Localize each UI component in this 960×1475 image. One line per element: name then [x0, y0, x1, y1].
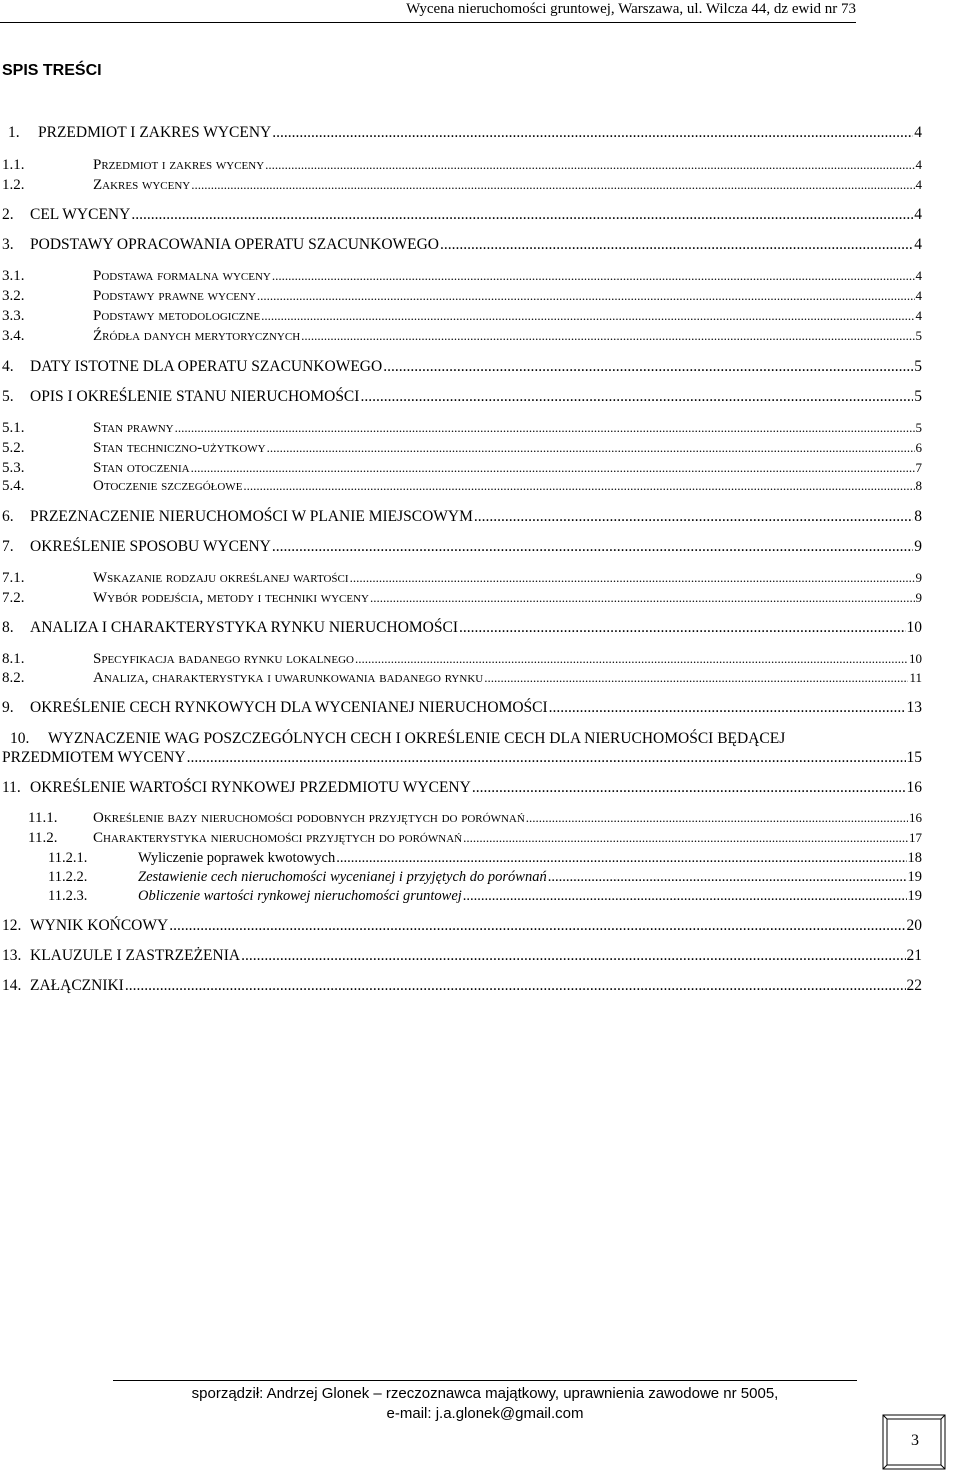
toc-entry-number: 5.3.: [2, 460, 25, 476]
toc-entry-number: 1.1.: [2, 157, 25, 173]
toc-leader: [191, 177, 914, 193]
header-title: Wycena nieruchomości gruntowej, Warszawa, ul. Wilcza 44, dz ewid nr 73: [406, 1, 856, 17]
toc-entry-page: 5: [914, 388, 922, 405]
toc-entry-page: 10: [906, 619, 922, 636]
toc-entry-number: 4.: [2, 358, 14, 375]
toc-entry-text: Zestawienie cech nieruchomości wycenianej i przyjętych do porównań: [138, 869, 547, 885]
toc-entry-page: 8: [915, 478, 922, 493]
toc-entry-number: 8.: [2, 619, 14, 636]
toc-entry-text: Specyfikacja badanego rynku lokalnego: [93, 651, 354, 667]
toc-leader: [336, 850, 906, 867]
toc-entry-number: 3.4.: [2, 328, 25, 344]
toc-entry[interactable]: [0, 590, 922, 607]
toc-entry-page: 22: [906, 977, 922, 994]
toc-entry-text: Wyliczenie poprawek kwotowych: [138, 850, 336, 866]
toc-leader: [370, 590, 914, 606]
toc-entry-number: 11.: [2, 779, 21, 796]
toc-entry-text: Źródła danych merytorycznych: [93, 328, 301, 344]
toc-entry-text: KLAUZULE I ZASTRZEŻENIA: [30, 947, 241, 964]
toc-entry[interactable]: [0, 206, 922, 224]
toc-entry-number: 3.2.: [2, 288, 25, 304]
page-header: [0, 0, 856, 23]
toc-leader: [526, 810, 908, 826]
toc-entry-text: Podstawy metodologiczne: [93, 308, 261, 324]
toc-entry-text: ANALIZA I CHARAKTERYSTYKA RYNKU NIERUCHOMOŚCI: [30, 619, 458, 636]
toc-leader: [360, 388, 913, 406]
toc-entry-number: 5.4.: [2, 478, 25, 494]
toc-leader: [169, 917, 905, 935]
toc-entry-number: 7.2.: [2, 590, 25, 606]
toc-entry-number: 1.: [8, 124, 20, 141]
toc-entry-text: WYNIK KOŃCOWY: [30, 917, 169, 934]
toc-leader: [548, 869, 907, 886]
page-number: 3: [911, 1432, 919, 1449]
toc-entry[interactable]: [0, 328, 922, 345]
toc-entry[interactable]: [0, 947, 922, 965]
toc-entry-text: Zakres wyceny: [93, 177, 191, 193]
toc-entry-number: 3.1.: [2, 268, 25, 284]
toc-entry[interactable]: [0, 810, 922, 827]
toc-entry-page: 4: [915, 157, 922, 172]
toc-entry-page: 4: [914, 124, 922, 141]
toc-entry[interactable]: [0, 850, 922, 867]
toc-title: SPIS TREŚCI: [2, 62, 102, 79]
toc-entry-page: 5: [915, 420, 922, 435]
toc-entry-page: 4: [914, 236, 922, 253]
toc-entry-text: DATY ISTOTNE DLA OPERATU SZACUNKOWEGO: [30, 358, 383, 375]
toc-entry-page: 16: [906, 779, 922, 796]
toc-entry-number: 9.: [2, 699, 14, 716]
toc-entry[interactable]: [0, 388, 922, 406]
toc-entry-page: 4: [914, 206, 922, 223]
toc-entry-text: Charakterystyka nieruchomości przyjętych do porównań: [93, 830, 463, 846]
toc-entry-number: 2.: [2, 206, 14, 223]
toc-entry-text-continued: PRZEDMIOTEM WYCENY: [2, 749, 186, 766]
toc-entry-text: OKREŚLENIE WARTOŚCI RYNKOWEJ PRZEDMIOTU WYCENY: [30, 779, 471, 796]
toc-entry[interactable]: [0, 779, 922, 797]
toc-entry-number: 1.2.: [2, 177, 25, 193]
toc-entry-page: 4: [915, 268, 922, 283]
toc-entry[interactable]: [0, 478, 922, 495]
toc-entry-number: 7.1.: [2, 570, 25, 586]
toc-entry-line2[interactable]: [0, 749, 922, 767]
toc-entry-page: 19: [907, 888, 922, 904]
toc-entry-page: 15: [906, 749, 922, 766]
page-footer: [113, 1384, 857, 1424]
toc-leader: [272, 124, 913, 142]
toc-entry[interactable]: [0, 236, 922, 254]
toc-entry-line1[interactable]: [0, 730, 922, 748]
toc-entry-page: 4: [915, 288, 922, 303]
toc-entry-number: 6.: [2, 508, 14, 525]
toc-entry-number: 14.: [2, 977, 22, 994]
toc-entry-number: 11.2.: [28, 830, 58, 846]
toc-entry-page: 13: [906, 699, 922, 716]
toc-leader: [267, 440, 915, 456]
toc-entry-page: 20: [906, 917, 922, 934]
toc-entry-text: OPIS I OKREŚLENIE STANU NIERUCHOMOŚCI: [30, 388, 360, 405]
toc-entry-text: Określenie bazy nieruchomości podobnych przyjętych do porównań: [93, 810, 525, 826]
toc-entry-text: ZAŁĄCZNIKI: [30, 977, 124, 994]
toc-leader: [463, 830, 908, 846]
toc-leader: [272, 538, 913, 556]
toc-leader: [440, 236, 913, 254]
toc-leader: [191, 460, 915, 476]
toc-leader: [261, 308, 914, 324]
toc-entry[interactable]: [0, 651, 922, 668]
toc-entry-number: 8.1.: [2, 651, 25, 667]
toc-entry-number: 13.: [2, 947, 22, 964]
toc-entry-text: Stan techniczno-użytkowy: [93, 440, 266, 456]
toc-entry-text: PODSTAWY OPRACOWANIA OPERATU SZACUNKOWEGO: [30, 236, 439, 253]
toc-entry-text: Wybór podejścia, metody i techniki wyceny: [93, 590, 370, 606]
toc-leader: [484, 670, 908, 686]
toc-entry-text: Stan prawny: [93, 420, 174, 436]
toc-entry-text: Stan otoczenia: [93, 460, 190, 476]
toc-entry-number: 7.: [2, 538, 14, 555]
toc-leader: [175, 420, 915, 436]
toc-entry-number: 5.1.: [2, 420, 25, 436]
toc-entry-page: 6: [915, 440, 922, 455]
toc-leader: [474, 508, 913, 526]
toc-entry-number: 12.: [2, 917, 22, 934]
toc-entry-page: 9: [915, 570, 922, 585]
toc-entry[interactable]: [0, 358, 922, 376]
toc-entry-number: 3.3.: [2, 308, 25, 324]
toc-entry[interactable]: [0, 420, 922, 437]
toc-entry[interactable]: [0, 538, 922, 556]
toc-leader: [131, 206, 913, 224]
toc-entry-page: 8: [914, 508, 922, 525]
toc-entry-text: PRZEDMIOT I ZAKRES WYCENY: [38, 124, 272, 141]
toc-entry-text: Otoczenie szczegółowe: [93, 478, 243, 494]
footer-author: sporządził: Andrzej Glonek – rzeczoznawca majątkowy, uprawnienia zawodowe nr 5005,: [191, 1385, 779, 1402]
toc-entry-number: 3.: [2, 236, 14, 253]
toc-entry-page: 5: [915, 328, 922, 343]
toc-entry-text: WYZNACZENIE WAG POSZCZEGÓLNYCH CECH I OKREŚLENIE CECH DLA NIERUCHOMOŚCI BĘDĄCEJ: [48, 730, 786, 747]
toc-entry-page: 19: [907, 869, 922, 885]
toc-entry[interactable]: [0, 699, 922, 717]
toc-entry-page: 16: [909, 810, 922, 825]
toc-entry[interactable]: [0, 670, 922, 687]
toc-entry[interactable]: [0, 830, 922, 847]
toc-entry-page: 9: [915, 590, 922, 605]
toc-entry[interactable]: [0, 570, 922, 587]
toc-entry[interactable]: [0, 508, 922, 526]
toc-entry[interactable]: [0, 157, 922, 174]
toc-entry-page: 10: [909, 651, 922, 666]
footer-divider: [113, 1380, 857, 1381]
toc-entry-text: Analiza, charakterystyka i uwarunkowania badanego rynku: [93, 670, 484, 686]
page-number-box: [882, 1414, 948, 1470]
toc-entry-text: CEL WYCENY: [30, 206, 131, 223]
toc-entry-number: 11.2.2.: [48, 869, 88, 885]
toc-leader: [355, 651, 908, 667]
toc-entry-text: PRZEZNACZENIE NIERUCHOMOŚCI W PLANIE MIEJSCOWYM: [30, 508, 473, 525]
toc-leader: [472, 779, 906, 797]
toc-entry[interactable]: [0, 124, 922, 142]
toc-leader: [301, 328, 914, 344]
toc-entry[interactable]: [0, 288, 922, 305]
toc-entry-page: 17: [909, 830, 922, 845]
footer-email: e-mail: j.a.glonek@gmail.com: [386, 1405, 584, 1422]
toc-entry-text: Obliczenie wartości rynkowej nieruchomości gruntowej: [138, 888, 462, 904]
toc-entry-page: 5: [914, 358, 922, 375]
toc-entry-text: Podstawa formalna wyceny: [93, 268, 271, 284]
toc-leader: [459, 619, 906, 637]
toc-entry-number: 5.: [2, 388, 14, 405]
toc-entry-number: 10.: [10, 730, 30, 747]
toc-leader: [241, 947, 905, 965]
toc-entry[interactable]: [0, 888, 922, 905]
toc-entry-page: 4: [915, 177, 922, 192]
toc-entry-page: 9: [914, 538, 922, 555]
toc-entry-number: 8.2.: [2, 670, 25, 686]
toc-entry-text: Wskazanie rodzaju określanej wartości: [93, 570, 349, 586]
toc-entry-number: 11.2.1.: [48, 850, 88, 866]
toc-leader: [383, 358, 913, 376]
toc-entry[interactable]: [0, 917, 922, 935]
toc-entry-page: 18: [907, 850, 922, 866]
toc-entry[interactable]: [0, 977, 922, 995]
toc-entry[interactable]: [0, 619, 922, 637]
toc-entry-text: OKREŚLENIE SPOSOBU WYCENY: [30, 538, 271, 555]
toc-entry-text: Przedmiot i zakres wyceny: [93, 157, 265, 173]
toc-leader: [265, 157, 914, 173]
toc-leader: [549, 699, 906, 717]
toc-leader: [257, 288, 915, 304]
toc-leader: [125, 977, 906, 995]
toc-entry[interactable]: [0, 177, 922, 194]
toc-entry-text: OKREŚLENIE CECH RYNKOWYCH DLA WYCENIANEJ NIERUCHOMOŚCI: [30, 699, 548, 716]
toc-entry-page: 21: [906, 947, 922, 964]
toc-leader: [187, 749, 906, 767]
toc-entry-page: 4: [915, 308, 922, 323]
toc-entry[interactable]: [0, 460, 922, 477]
toc-entry[interactable]: [0, 869, 922, 886]
toc-entry-number: 11.2.3.: [48, 888, 88, 904]
toc-leader: [350, 570, 915, 586]
toc-leader: [243, 478, 914, 494]
toc-entry[interactable]: [0, 268, 922, 285]
toc-entry-number: 5.2.: [2, 440, 25, 456]
toc-leader: [272, 268, 915, 284]
toc-entry[interactable]: [0, 308, 922, 325]
toc-entry-text: Podstawy prawne wyceny: [93, 288, 256, 304]
toc-leader: [463, 888, 907, 905]
toc-entry-page: 7: [915, 460, 922, 475]
toc-entry[interactable]: [0, 440, 922, 457]
toc-entry-page: 11: [909, 670, 922, 685]
toc-entry-number: 11.1.: [28, 810, 58, 826]
